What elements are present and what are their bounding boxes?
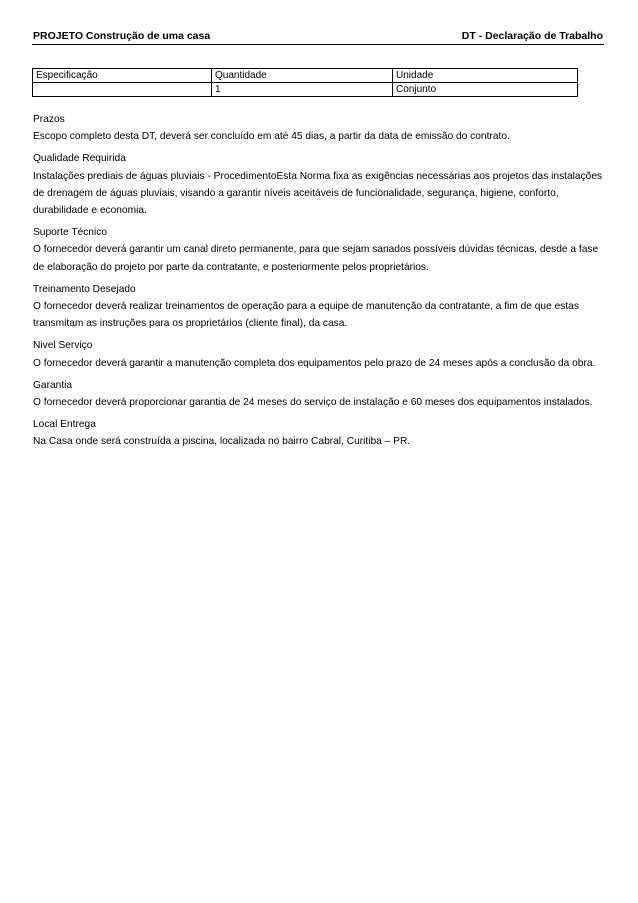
section-text: Escopo completo desta DT, deverá ser concluído em até 45 dias, a partir da data de emissão do contrato. — [33, 131, 510, 143]
section-qualidade-requirida — [33, 150, 605, 219]
section-label: Prazos — [33, 114, 65, 125]
section-text: O fornecedor deverá realizar treinamentos de operação para a equipe de manutenção da contratante, a fim de que estas transmitam as instruções para os proprietários (cliente final), da casa. — [33, 301, 579, 330]
cell-quantidade: 1 — [212, 83, 393, 97]
column-header-quantidade: Quantidade — [212, 69, 393, 83]
column-header-unidade: Unidade — [393, 69, 578, 83]
table-row — [33, 83, 578, 97]
section-label: Local Entrega — [33, 419, 96, 431]
section-text: O fornecedor deverá garantir a manutenção completa dos equipamentos pelo prazo de 24 meses após a conclusão da obra. — [33, 357, 596, 369]
cell-especificacao — [33, 83, 212, 97]
table-header-row — [33, 69, 578, 83]
section-treinamento-desejado — [33, 281, 605, 333]
section-text: O fornecedor deverá garantir um canal direto permanente, para que sejam sanados possíveis dúvidas técnicas, desde a fase de elaboração do projeto por parte da contratante, e posteriormente pelos proprietários. — [33, 244, 599, 273]
section-text: Na Casa onde será construída a piscina, localizada no bairro Cabral, Curitiba – PR. — [33, 436, 411, 448]
project-title: PROJETO Construção de uma casa — [33, 30, 211, 42]
section-local-entrega — [33, 416, 605, 450]
section-text: O fornecedor deverá proporcionar garantia de 24 meses do serviço de instalação e 60 meses dos equipamentos instalados. — [33, 397, 593, 409]
cell-unidade: Conjunto — [393, 83, 578, 97]
section-nivel-servico — [33, 337, 605, 371]
column-header-especificacao: Especificação — [33, 69, 212, 83]
section-label: Treinamento Desejado — [33, 283, 136, 295]
section-label: Qualidade Requirida — [33, 153, 126, 165]
section-label: Nivel Serviço — [33, 340, 93, 352]
document-sections — [33, 111, 605, 456]
page-header — [32, 29, 604, 45]
section-suporte-tecnico — [33, 224, 605, 276]
section-prazos — [33, 111, 605, 145]
document-type: DT - Declaração de Trabalho — [461, 30, 603, 42]
section-label: Garantia — [33, 379, 73, 391]
section-text: Instalações prediais de águas pluviais - ProcedimentoEsta Norma fixa as exigências necessárias aos projetos das instalações de drenagem de águas pluviais, visando a garantir níveis aceitáveis de funcionalidade, segurança, higiene, conforto, durabilidade e economia. — [33, 170, 603, 217]
section-garantia — [33, 377, 605, 411]
section-label: Suporte Técnico — [33, 227, 107, 239]
specification-table — [32, 68, 578, 97]
